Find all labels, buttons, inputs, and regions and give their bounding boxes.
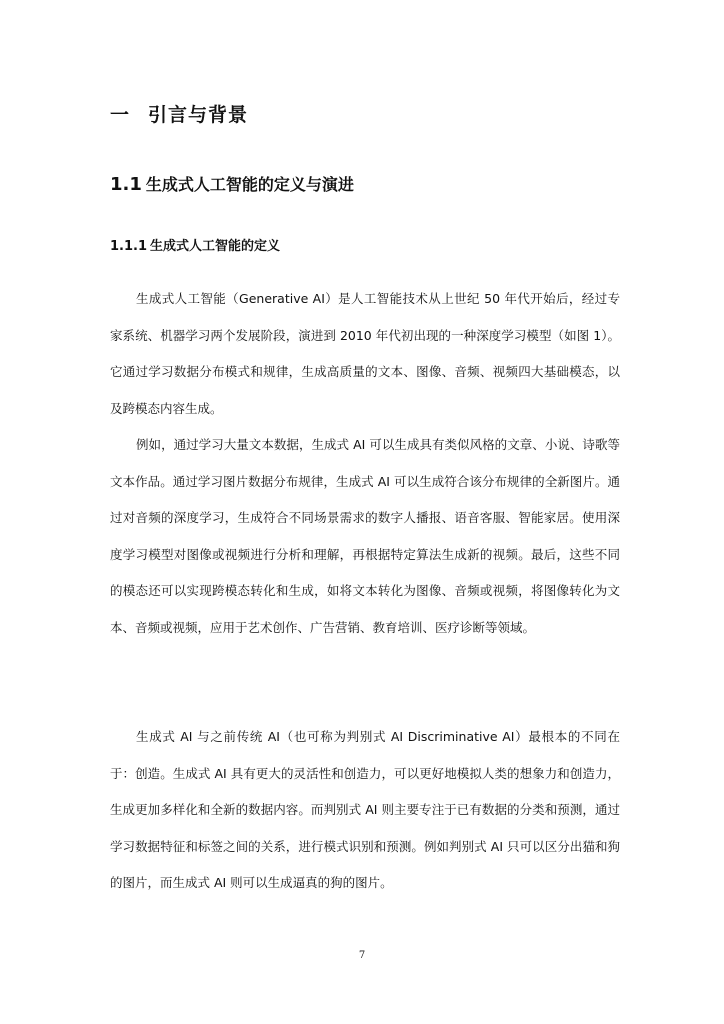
chapter-title: 引言与背景 [148, 104, 249, 126]
subsection-title: 生成式人工智能的定义 [150, 239, 281, 254]
body-paragraph-comparison: 生成式 AI 与之前传统 AI（也可称为判别式 AI Discriminative AI）最根本的不同在于：创造。生成式 AI 具有更大的灵活性和创造力，可以更好地模拟人类的想象力和创造力，生成更加多样化和全新的数据内容。而判别式 AI 则主要专注于已有数据的分类和预测，通过学习数据特征和标签之间的关系，进行模式识别和预测。例如判别式 AI 只可以区分出猫和狗的图片，而生成式 AI 则可以生成逼真的狗的图片。 [110, 729, 620, 890]
body-paragraph-examples: 例如，通过学习大量文本数据，生成式 AI 可以生成具有类似风格的文章、小说、诗歌等文本作品。通过学习图片数据分布规律，生成式 AI 可以生成符合该分布规律的全新图片。通过对音频的深度学习，生成符合不同场景需求的数字人播报、语音客服、智能家居。使用深度学习模型对图像或视频进行分析和理解，再根据特定算法生成新的视频。最后，这些不同的模态还可以实现跨模态转化和生成，如将文本转化为图像、音频或视频，将图像转化为文本、音频或视频，应用于艺术创作、广告营销、教育培训、医疗诊断等领域。 [110, 437, 620, 635]
section-number: 1.1 [110, 174, 142, 195]
section-heading [110, 172, 354, 195]
body-paragraph-definition: 生成式人工智能（Generative AI）是人工智能技术从上世纪 50 年代开始后，经过专家系统、机器学习两个发展阶段，演进到 2010 年代初出现的一种深度学习模型（如图 1）。它通过学习数据分布模式和规律，生成高质量的文本、图像、音频、视频四大基础模态，以及跨模态内容生成。 [110, 291, 620, 416]
chapter-number: 一 [110, 104, 131, 126]
section-title: 生成式人工智能的定义与演进 [145, 175, 354, 194]
subsection-heading [110, 235, 280, 254]
subsection-number: 1.1.1 [110, 239, 148, 254]
chapter-heading [110, 100, 248, 127]
page-number: 7 [358, 950, 366, 961]
